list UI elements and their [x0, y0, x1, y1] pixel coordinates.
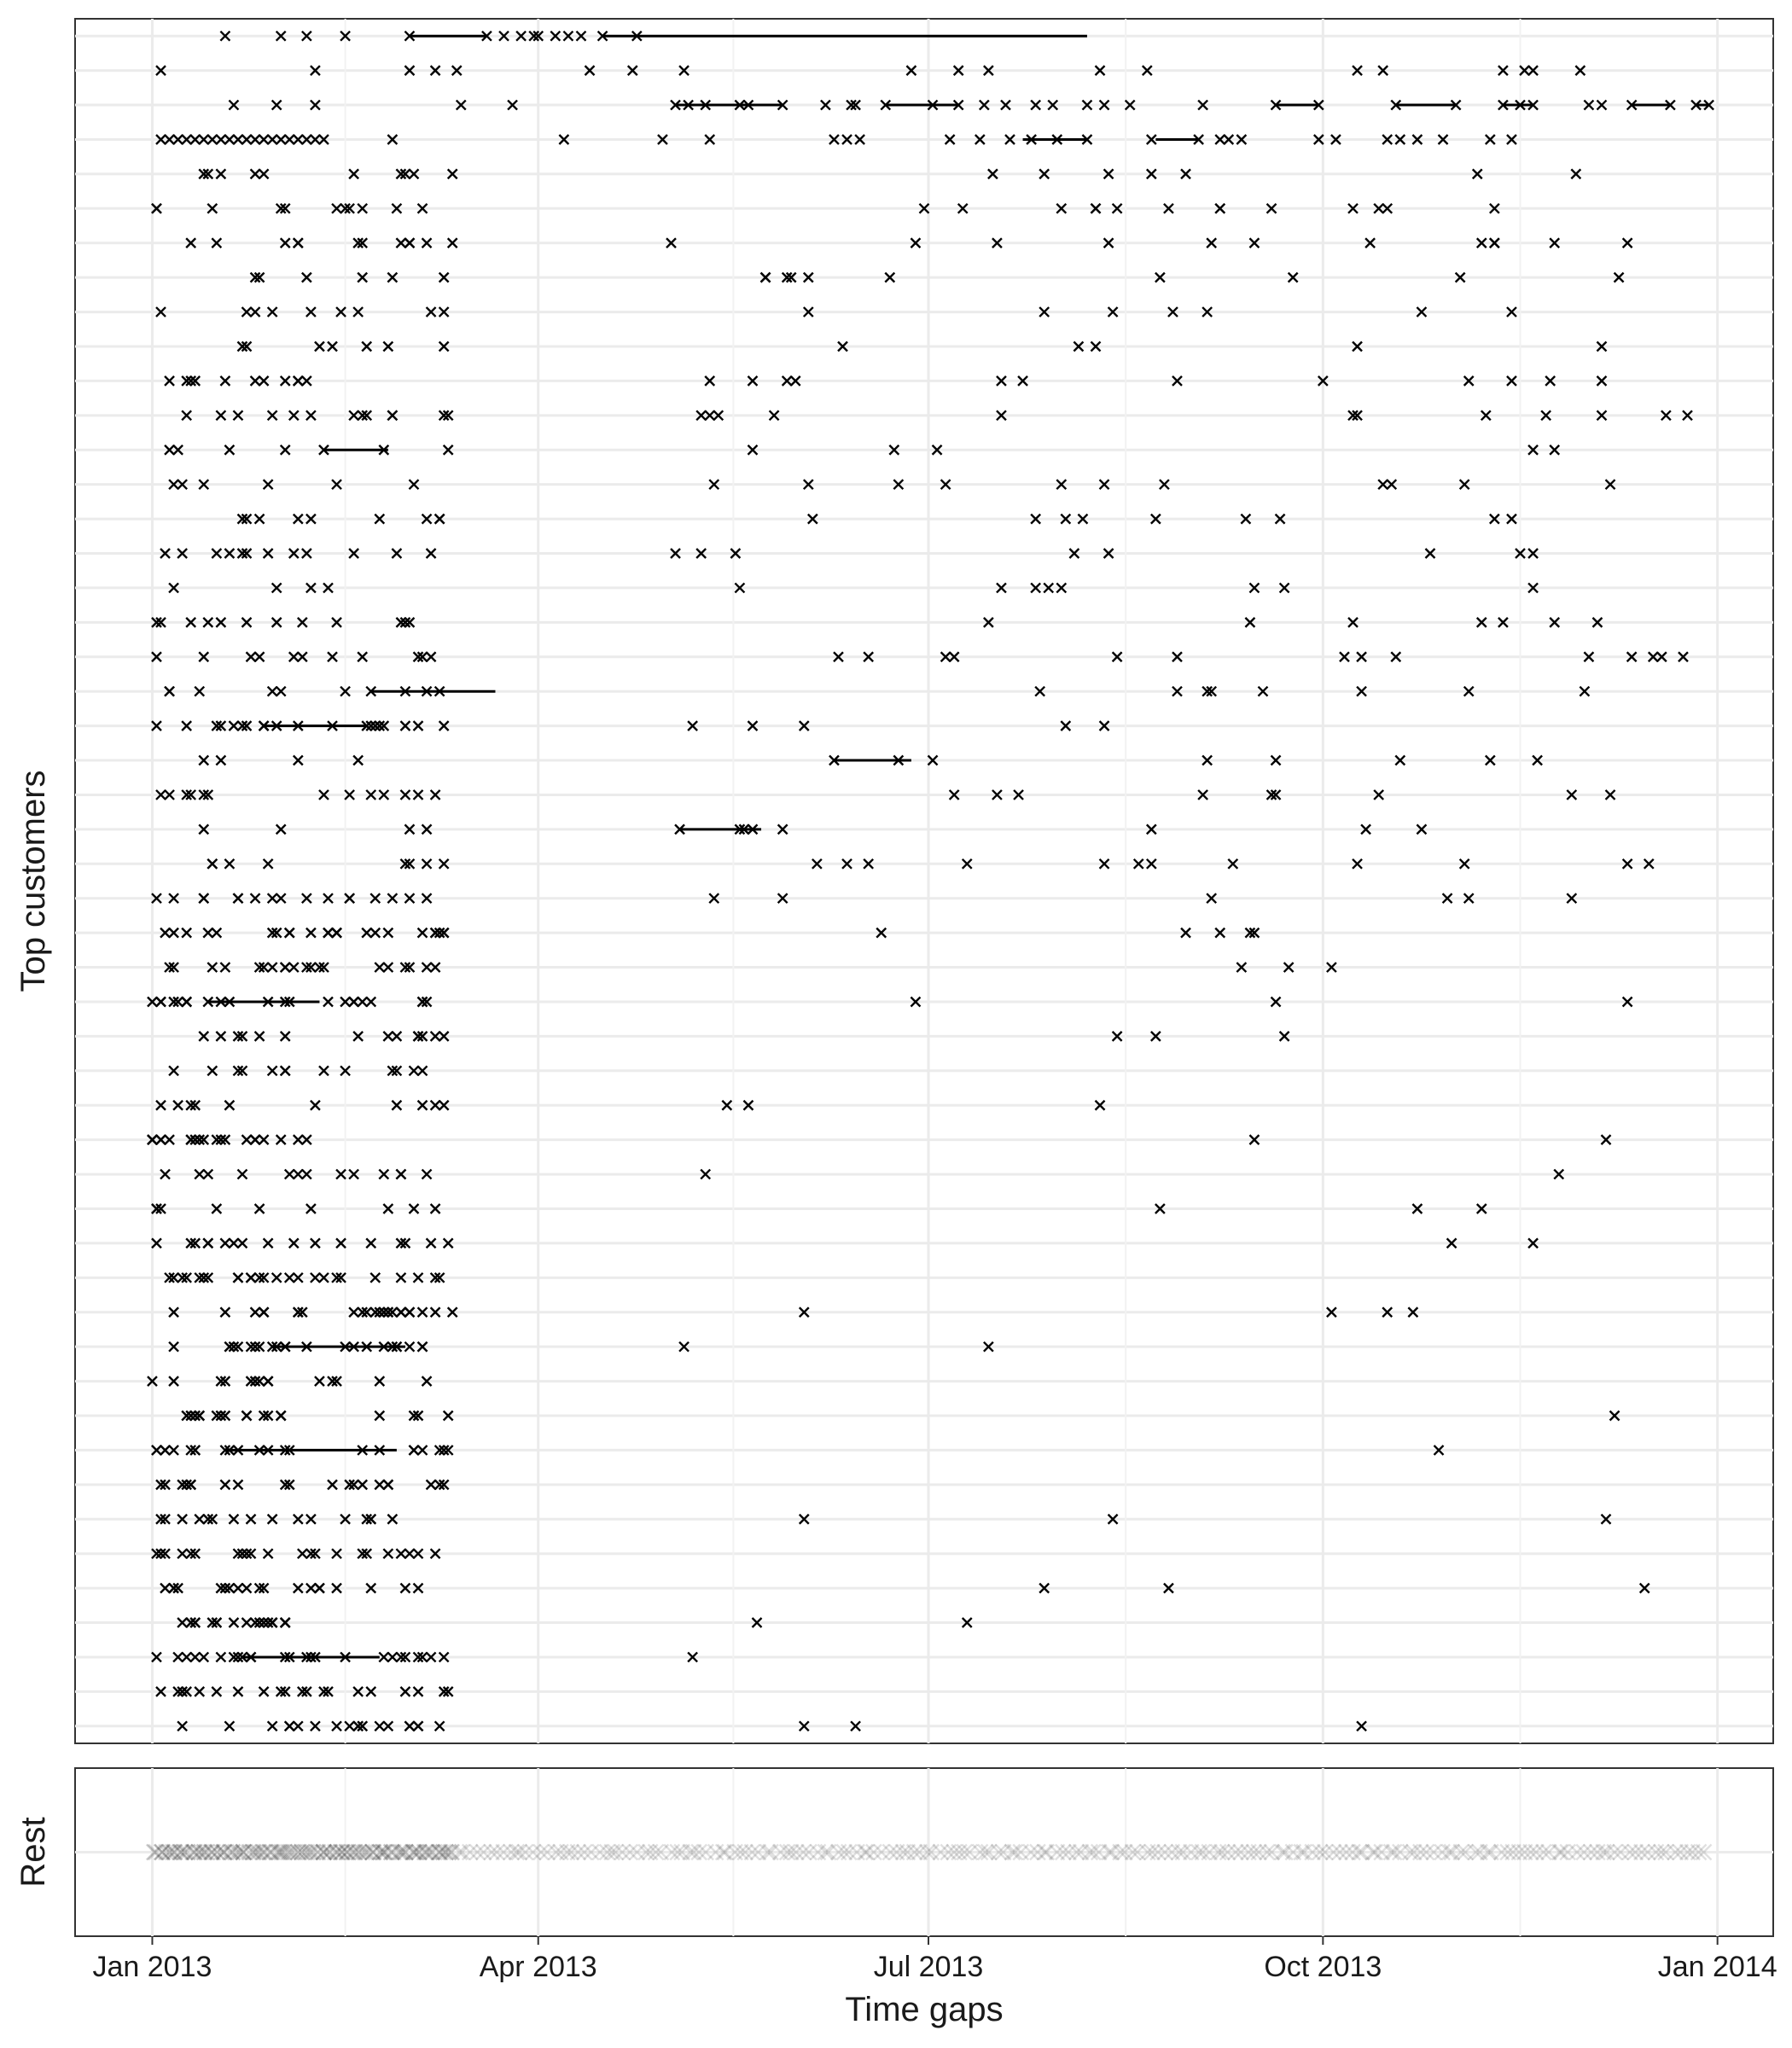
x-tick-label: Jan 2014	[1657, 1951, 1777, 1983]
y-axis-label-rest: Rest	[15, 1817, 52, 1888]
x-tick-label: Apr 2013	[479, 1951, 597, 1983]
x-axis	[93, 1936, 1777, 1983]
x-axis-label: Time gaps	[845, 1991, 1004, 2028]
x-tick-label: Oct 2013	[1264, 1951, 1382, 1983]
x-tick-label: Jan 2013	[92, 1951, 212, 1983]
rest-panel	[75, 1768, 1773, 1936]
x-tick-label: Jul 2013	[873, 1951, 984, 1983]
y-axis-label-top: Top customers	[15, 770, 52, 992]
top-customers-panel	[75, 19, 1773, 1743]
